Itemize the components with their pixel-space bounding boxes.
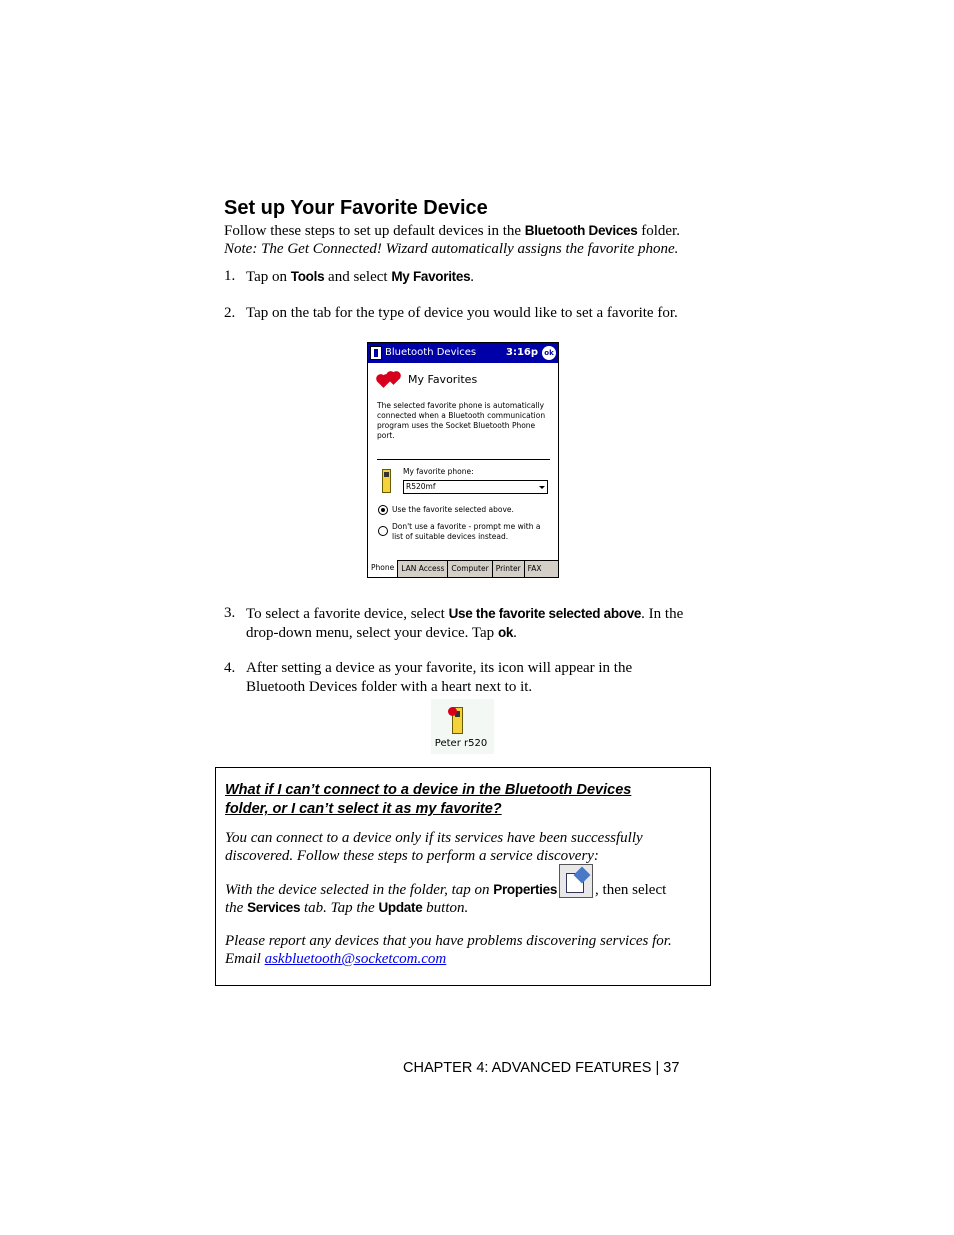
dropdown-value: R520mf [406,482,436,491]
windows-logo-icon [370,346,382,360]
tab-phone[interactable]: Phone [368,560,398,577]
faq-paragraph-3: Please report any devices that you have problems discovering services for. Email askbluetooth@socketcom.com [225,933,672,967]
tab-printer[interactable]: Printer [493,561,525,577]
favorite-phone-label: My favorite phone: [403,467,474,476]
option-use-favorite-label: Use the favorite selected above. [392,505,514,514]
intro-note: Note: The Get Connected! Wizard automatically assigns the favorite phone. [224,241,679,257]
heart-icon-2 [387,372,400,385]
step-3: 3. To select a favorite device, select Use the favorite selected above. In the drop-down menu, select your device. Tap ok. [224,605,684,641]
divider [377,459,550,460]
page-title: Set up Your Favorite Device [224,197,488,219]
properties-icon [559,864,593,898]
tab-fax[interactable]: FAX [527,564,542,573]
page-footer: CHAPTER 4: ADVANCED FEATURES | 37 [403,1060,680,1076]
favorite-phone-dropdown[interactable] [403,480,548,494]
intro-text: Follow these steps to set up default devices in the Bluetooth Devices folder. [224,223,680,239]
phone-icon [382,469,391,493]
step-4: 4. After setting a device as your favorite, its icon will appear in the Bluetooth Devices folder with a heart next to it. [224,660,633,695]
clock: 3:16p [506,347,539,358]
description: The selected favorite phone is automatically connected when a Bluetooth communication program uses the Socket Bluetooth Phone port. [377,401,546,440]
ok-button[interactable]: ok [542,346,556,360]
device-icon-example [431,699,494,754]
tab-bar [368,560,558,577]
faq-paragraph-1: You can connect to a device only if its services have been successfully discovered. Follow these steps to perform a service discovery: [225,830,643,864]
section-title: My Favorites [408,373,478,386]
device-label: Peter r520 [434,738,488,749]
tab-computer[interactable]: Computer [448,561,492,577]
tab-lan-access[interactable]: LAN Access [398,561,448,577]
faq-paragraph-2: With the device selected in the folder, tap on Properties , then select the Services tab. Tap the Update button. [225,864,666,917]
radio-use-favorite[interactable] [378,505,388,515]
email-link[interactable]: askbluetooth@socketcom.com [264,951,447,967]
title-bar [368,343,558,363]
faq-box [215,767,711,986]
option-prompt-label: Don't use a favorite - prompt me with a list of suitable devices instead. [392,522,541,541]
favorite-heart-icon [448,707,457,716]
my-favorites-screenshot [367,342,559,578]
window-title: Bluetooth Devices [385,347,477,358]
radio-prompt[interactable] [378,526,388,536]
chevron-down-icon [539,486,545,489]
faq-heading: What if I can’t connect to a device in the Bluetooth Devices folder, or I can’t select it as my favorite? [225,782,632,817]
